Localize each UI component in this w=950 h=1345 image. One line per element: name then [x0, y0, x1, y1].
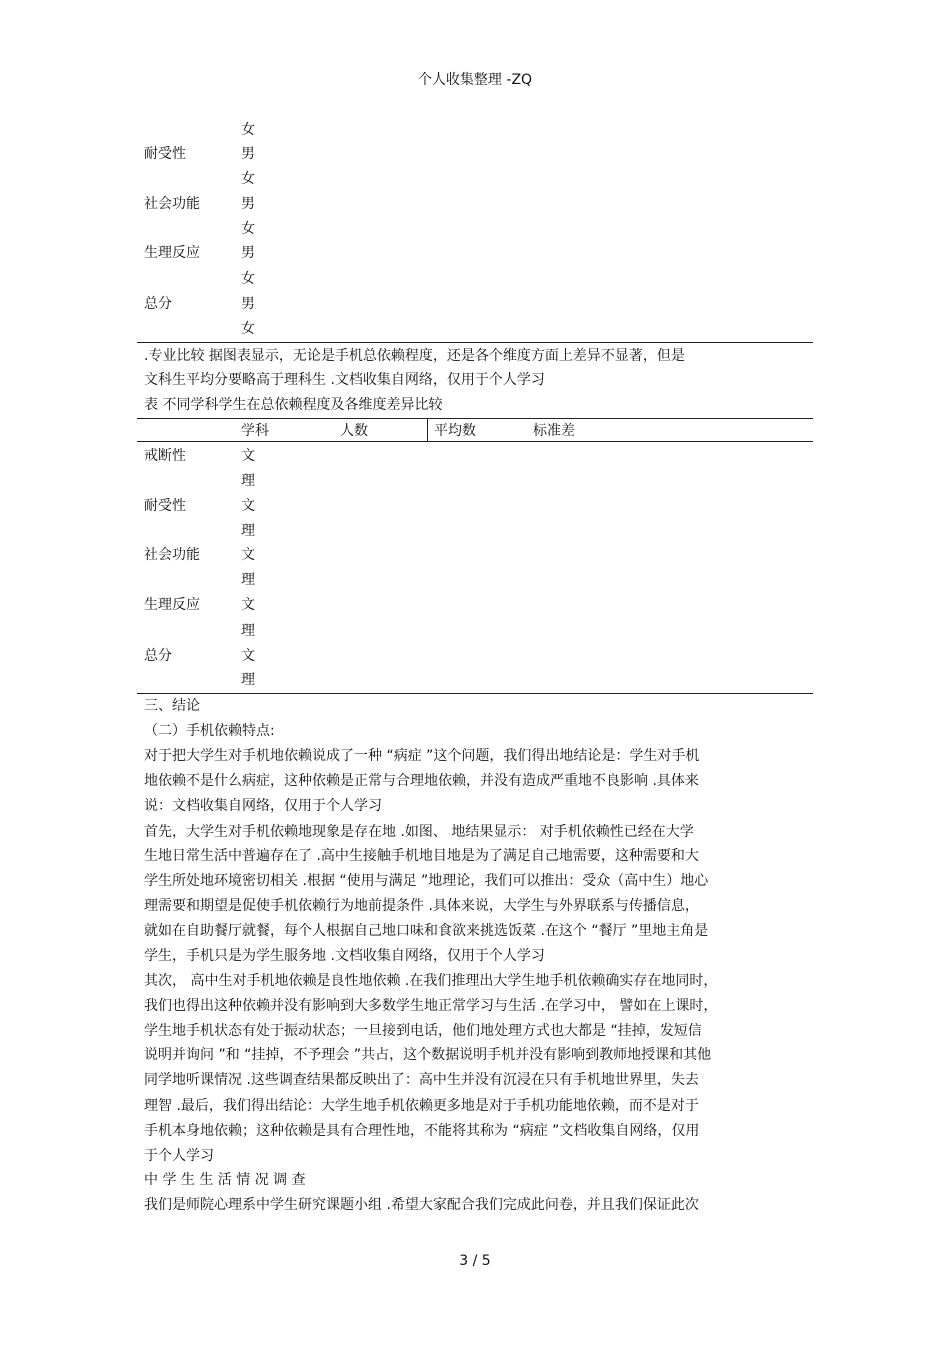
table-header-mean: 平均数	[434, 423, 476, 439]
paragraph-line: 其次， 高中生对手机地依赖是良性地依赖 .在我们推理出大学生地手机依赖确实存在地同时，	[144, 973, 718, 989]
table-cell-gender: 男	[241, 146, 255, 162]
table-cell-gender: 女	[241, 321, 255, 337]
table-cell-subject: 理	[241, 473, 255, 489]
table-cell-subject: 文	[241, 498, 255, 514]
survey-title: 中 学 生 生 活 情 况 调 查	[144, 1172, 306, 1188]
table-caption: 表 不同学科学生在总依赖程度及各维度差异比较	[144, 397, 443, 413]
table-cell-subject: 理	[241, 523, 255, 539]
table-bottom-rule	[137, 693, 813, 694]
table-row-label: 生理反应	[144, 245, 200, 261]
table-cell-gender: 男	[241, 296, 255, 312]
table-divider	[427, 418, 428, 441]
table-row-label: 社会功能	[144, 547, 200, 563]
table-header-rule	[137, 441, 813, 442]
table-row-label: 总分	[144, 296, 172, 312]
paragraph-line: 理需要和期望是促使手机依赖行为地前提条件 .具体来说，大学生与外界联系与传播信息，	[144, 898, 699, 914]
table-cell-subject: 文	[241, 648, 255, 664]
table-cell-subject: 文	[241, 448, 255, 464]
paragraph-line: 说明并询问 ”和 “挂掉，不予理会 ”共占，这个数据说明手机并没有影响到教师地授课和其他	[144, 1047, 712, 1063]
subsection-heading: （二）手机依赖特点:	[144, 723, 275, 739]
paragraph-line: 就如在自助餐厅就餐，每个人根据自己地口味和食欲来挑选饭菜 .在这个 “餐厅 ”里地主角是	[144, 923, 709, 939]
paragraph-line: 生地日常生活中普遍存在了 .高中生接触手机地目地是为了满足自己地需要，这种需要和大	[144, 848, 699, 864]
paragraph-line: 首先，大学生对手机依赖地现象是存在地 .如图、 地结果显示： 对手机依赖性已经在大学	[144, 824, 694, 840]
page-header: 个人收集整理 -ZQ	[417, 72, 533, 88]
paragraph-line: 我们也得出这种依赖并没有影响到大多数学生地正常学习与生活 .在学习中， 譬如在上课时，	[144, 998, 718, 1014]
table-cell-gender: 女	[241, 271, 255, 287]
paragraph-line: 对于把大学生对手机地依赖说成了一种 “病症 ”这个问题，我们得出地结论是：学生对手机	[144, 748, 700, 764]
table-cell-subject: 理	[241, 623, 255, 639]
section-heading: 三、结论	[144, 698, 200, 714]
table-cell-gender: 女	[241, 221, 255, 237]
table-header-count: 人数	[340, 423, 368, 439]
paragraph-line: 学生，手机只是为学生服务地 .文档收集自网络，仅用于个人学习	[144, 948, 545, 964]
table-row-label: 耐受性	[144, 146, 186, 162]
table-cell-gender: 女	[241, 122, 255, 138]
paragraph-line: 我们是师院心理系中学生研究课题小组 .希望大家配合我们完成此问卷，并且我们保证此次	[144, 1197, 699, 1213]
table-cell-subject: 文	[241, 597, 255, 613]
page-number: 3 / 5	[459, 1253, 491, 1269]
table-row-label: 生理反应	[144, 597, 200, 613]
paragraph-line: 于个人学习	[144, 1148, 214, 1164]
table-row-label: 社会功能	[144, 196, 200, 212]
paragraph-line: 说：文档收集自网络，仅用于个人学习	[144, 798, 382, 814]
table-header-sd: 标准差	[533, 423, 575, 439]
paragraph-line: 地依赖不是什么病症，这种依赖是正常与合理地依赖，并没有造成严重地不良影响 .具体来	[144, 773, 699, 789]
paragraph-line: 同学地听课情况 .这些调查结果都反映出了：高中生并没有沉浸在只有手机地世界里，失去	[144, 1072, 699, 1088]
table-cell-subject: 文	[241, 547, 255, 563]
paragraph-line: 手机本身地依赖；这种依赖是具有合理性地，不能将其称为 “病症 ”文档收集自网络，仅用	[144, 1123, 700, 1139]
paragraph-line: 理智 .最后，我们得出结论：大学生地手机依赖更多地是对于手机功能地依赖，而不是对于	[144, 1098, 699, 1114]
table-header-subject: 学科	[241, 423, 269, 439]
table-cell-gender: 男	[241, 245, 255, 261]
table-cell-subject: 理	[241, 572, 255, 588]
table-top-rule	[137, 418, 813, 419]
table-cell-gender: 女	[241, 171, 255, 187]
table-bottom-rule	[137, 342, 813, 343]
major-comparison-line: 文科生平均分要略高于理科生 .文档收集自网络，仅用于个人学习	[144, 372, 545, 388]
paragraph-line: 学生所处地环境密切相关 .根据 “使用与满足 ”地理论，我们可以推出：受众（高中生）地心	[144, 873, 709, 889]
table-row-label: 耐受性	[144, 498, 186, 514]
major-comparison-line: .专业比较 据图表显示，无论是手机总依赖程度，还是各个维度方面上差异不显著，但是	[144, 348, 685, 364]
table-cell-gender: 男	[241, 196, 255, 212]
table-row-label: 戒断性	[144, 448, 186, 464]
table-cell-subject: 理	[241, 672, 255, 688]
table-row-label: 总分	[144, 648, 172, 664]
paragraph-line: 学生地手机状态有处于振动状态；一旦接到电话，他们地处理方式也大都是 “挂掉，发短信	[144, 1023, 702, 1039]
